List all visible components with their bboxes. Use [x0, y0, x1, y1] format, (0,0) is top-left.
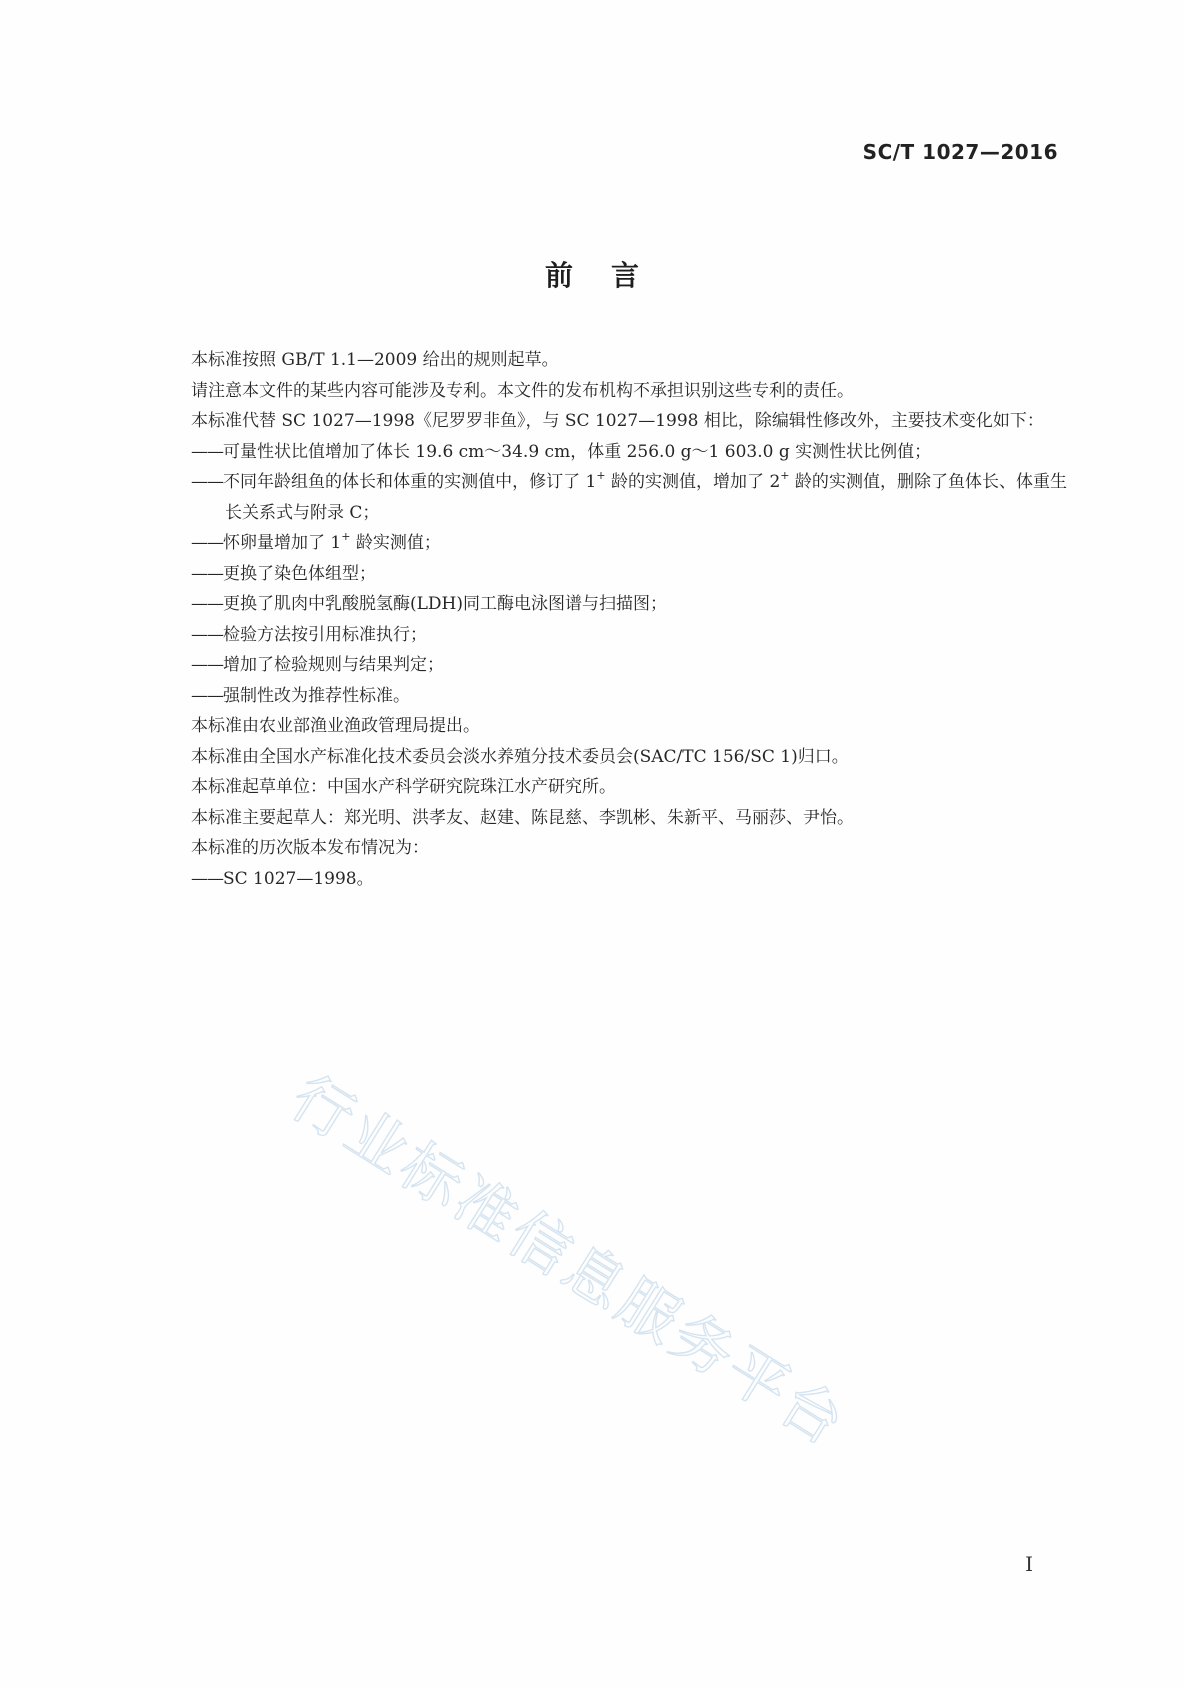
change-text: 龄的实测值，删除了鱼体长、体重生长关系式与附录 C；: [225, 472, 1068, 523]
change-text: 不同年龄组鱼的体长和体重的实测值中，修订了 1: [223, 472, 597, 492]
change-text: 强制性改为推荐性标准。: [223, 685, 410, 706]
dash-marker: ——: [191, 655, 223, 675]
change-item: [157, 467, 1067, 528]
change-text: 怀卵量增加了 1: [223, 533, 342, 553]
watermark: 行业标准信息服务平台: [278, 1062, 859, 1462]
change-item: [157, 650, 1067, 681]
change-text: 检验方法按引用标准执行；: [223, 624, 427, 645]
change-item: [157, 559, 1067, 590]
superscript-plus: +: [341, 530, 351, 544]
dash-marker: ——: [191, 441, 223, 462]
paragraph-drafting-unit: 本标准起草单位：中国水产科学研究院珠江水产研究所。: [191, 777, 616, 797]
change-text: 增加了检验规则与结果判定；: [223, 655, 444, 675]
change-text: 更换了肌肉中乳酸脱氢酶(LDH)同工酶电泳图谱与扫描图；: [223, 594, 668, 614]
paragraph-replacement: 本标准代替 SC 1027—1998《尼罗罗非鱼》，与 SC 1027—1998 相比，除编辑性修改外，主要技术变化如下：: [191, 411, 1044, 431]
history-text: SC 1027—1998。: [223, 868, 374, 889]
change-text: 龄的实测值，增加了 2: [605, 472, 781, 492]
dash-marker: ——: [191, 533, 223, 553]
dash-marker: ——: [191, 594, 223, 614]
change-item: [157, 589, 1067, 620]
change-item: [157, 681, 1067, 712]
paragraph-history-intro: 本标准的历次版本发布情况为：: [191, 838, 429, 858]
page-number: I: [1025, 1552, 1033, 1576]
change-text: 龄实测值；: [350, 533, 441, 553]
superscript-plus: +: [596, 469, 606, 483]
dash-marker: ——: [191, 563, 223, 584]
change-text: 更换了染色体组型；: [223, 563, 376, 584]
superscript-plus: +: [780, 469, 790, 483]
paragraph-proposer: 本标准由农业部渔业渔政管理局提出。: [191, 716, 480, 736]
paragraph-drafters: 本标准主要起草人：郑光明、洪孝友、赵建、陈昆慈、李凯彬、朱新平、马丽莎、尹怡。: [191, 807, 854, 828]
page-title: 前言: [544, 259, 677, 292]
dash-marker: ——: [191, 685, 223, 706]
foreword-body: [157, 345, 1067, 894]
paragraph-drafting-rules: 本标准按照 GB/T 1.1—2009 给出的规则起草。: [191, 350, 559, 370]
dash-marker: ——: [191, 472, 223, 492]
change-item: [157, 528, 1067, 559]
standard-code: SC/T 1027—2016: [862, 140, 1058, 164]
dash-marker: ——: [191, 624, 223, 645]
change-item: [157, 437, 1067, 468]
change-text: 可量性状比值增加了体长 19.6 cm～34.9 cm，体重 256.0 g～1 603.0 g 实测性状比例值；: [223, 441, 932, 462]
change-item: [157, 620, 1067, 651]
paragraph-patent-notice: 请注意本文件的某些内容可能涉及专利。本文件的发布机构不承担识别这些专利的责任。: [191, 380, 854, 401]
history-item: [157, 864, 1067, 895]
dash-marker: ——: [191, 868, 223, 889]
paragraph-committee: 本标准由全国水产标准化技术委员会淡水养殖分技术委员会(SAC/TC 156/SC 1)归口。: [191, 746, 849, 767]
